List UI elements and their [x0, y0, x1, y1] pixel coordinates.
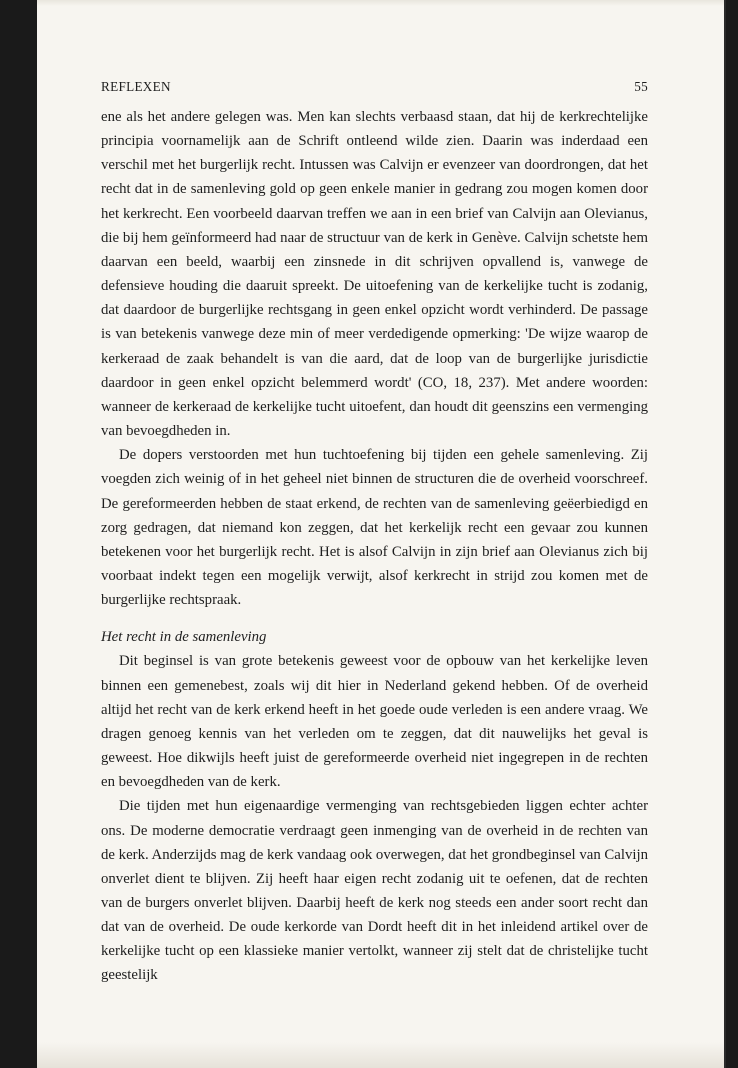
running-head — [101, 77, 648, 97]
paragraph-1: ene als het andere gelegen was. Men kan slechts verbaasd staan, dat hij de kerkrechtelijke principia voornamelijk aan de Schrift ontleend wilde zien. Daarin was inderdaad een verschil met het burgerlijk recht. Intussen was Calvijn er evenzeer van doordrongen, dat het recht dat in de samenleving gold op geen enkele manier in gedrang zou mogen komen door het kerkrecht. Een voorbeeld daarvan treffen we aan in een brief van Calvijn aan Olevianus, die bij hem geïnformeerd had naar de structuur van de kerk in Genève. Calvijn schetste hem daarvan een beeld, waarbij een zinsnede in dit schrijven opvallend is, vanwege de defensieve houding die daaruit spreekt. De uitoefening van de kerkelijke tucht is zodanig, dat daardoor de burgerlijke rechtsgang in geen enkel opzicht wordt verhinderd. De passage is van betekenis vanwege deze min of meer verdedigende opmerking: 'De wijze waarop de kerkeraad de zaak behandelt is van die aard, dat de loop van de burgerlijke jurisdictie daardoor in geen enkel opzicht belemmerd wordt' (CO, 18, 237). Met andere woorden: wanneer de kerkeraad de kerkelijke tucht uitoefent, dan houdt dit geenszins een vermenging van bevoegdheden in. — [101, 109, 648, 440]
body-text — [101, 105, 648, 988]
section-paragraph-2: Die tijden met hun eigenaardige vermenging van rechtsgebieden liggen echter achter ons. De moderne democratie verdraagt geen inmenging van de overheid in de rechten van de kerk. Anderzijds mag de kerk vandaag ook overwegen, dat het grondbeginsel van Calvijn onverlet dient te blijven. Zij heeft haar eigen recht zodanig uit te oefenen, dat de rechten van de burgers onverlet blijven. Daarbij heeft de kerk nog steeds een ander soort recht dan dat van de overheid. De oude kerkorde van Dordt heeft dit in het inleidend artikel over de kerkelijke tucht op een klassieke manier vertolkt, wanneer zij stelt dat de christelijke tucht geestelijk — [101, 798, 648, 984]
section-heading: Het recht in de samenleving — [101, 629, 267, 646]
book-page — [37, 0, 726, 1068]
section-paragraph-1: Dit beginsel is van grote betekenis geweest voor de opbouw van het kerkelijke leven binnen een gemenebest, zoals wij dit hier in Nederland gekend hebben. Of de overheid altijd het recht van de kerk erkend heeft in het goede oude verleden is een andere vraag. We dragen genoeg kennis van het verleden om te zeggen, dat dit nauwelijks het geval is geweest. Hoe dikwijls heeft juist de gereformeerde overheid niet ingegrepen in de rechten en bevoegdheden van de kerk. — [101, 653, 648, 791]
page-right-edge — [724, 0, 726, 1068]
running-head-title: REFLEXEN — [101, 79, 171, 94]
page-bottom-shade — [37, 1042, 726, 1068]
page-top-shadow — [37, 0, 726, 6]
paragraph-2: De dopers verstoorden met hun tuchtoefening bij tijden een gehele samenleving. Zij voegden zich weinig of in het geheel niet binnen de structuren die de overheid voorschreef. De gereformeerden hebben de staat erkend, de rechten van de samenleving geëerbiedigd en zorg gedragen, dat niemand kon zeggen, dat het kerkelijk recht een gevaar zou kunnen betekenen voor het burgerlijk recht. Het is alsof Calvijn in zijn brief aan Olevianus zich bij voorbaat indekt tegen een mogelijk verwijt, alsof kerkrecht in strijd zou komen met de burgerlijke rechtspraak. — [101, 447, 648, 609]
page-number: 55 — [634, 79, 648, 94]
